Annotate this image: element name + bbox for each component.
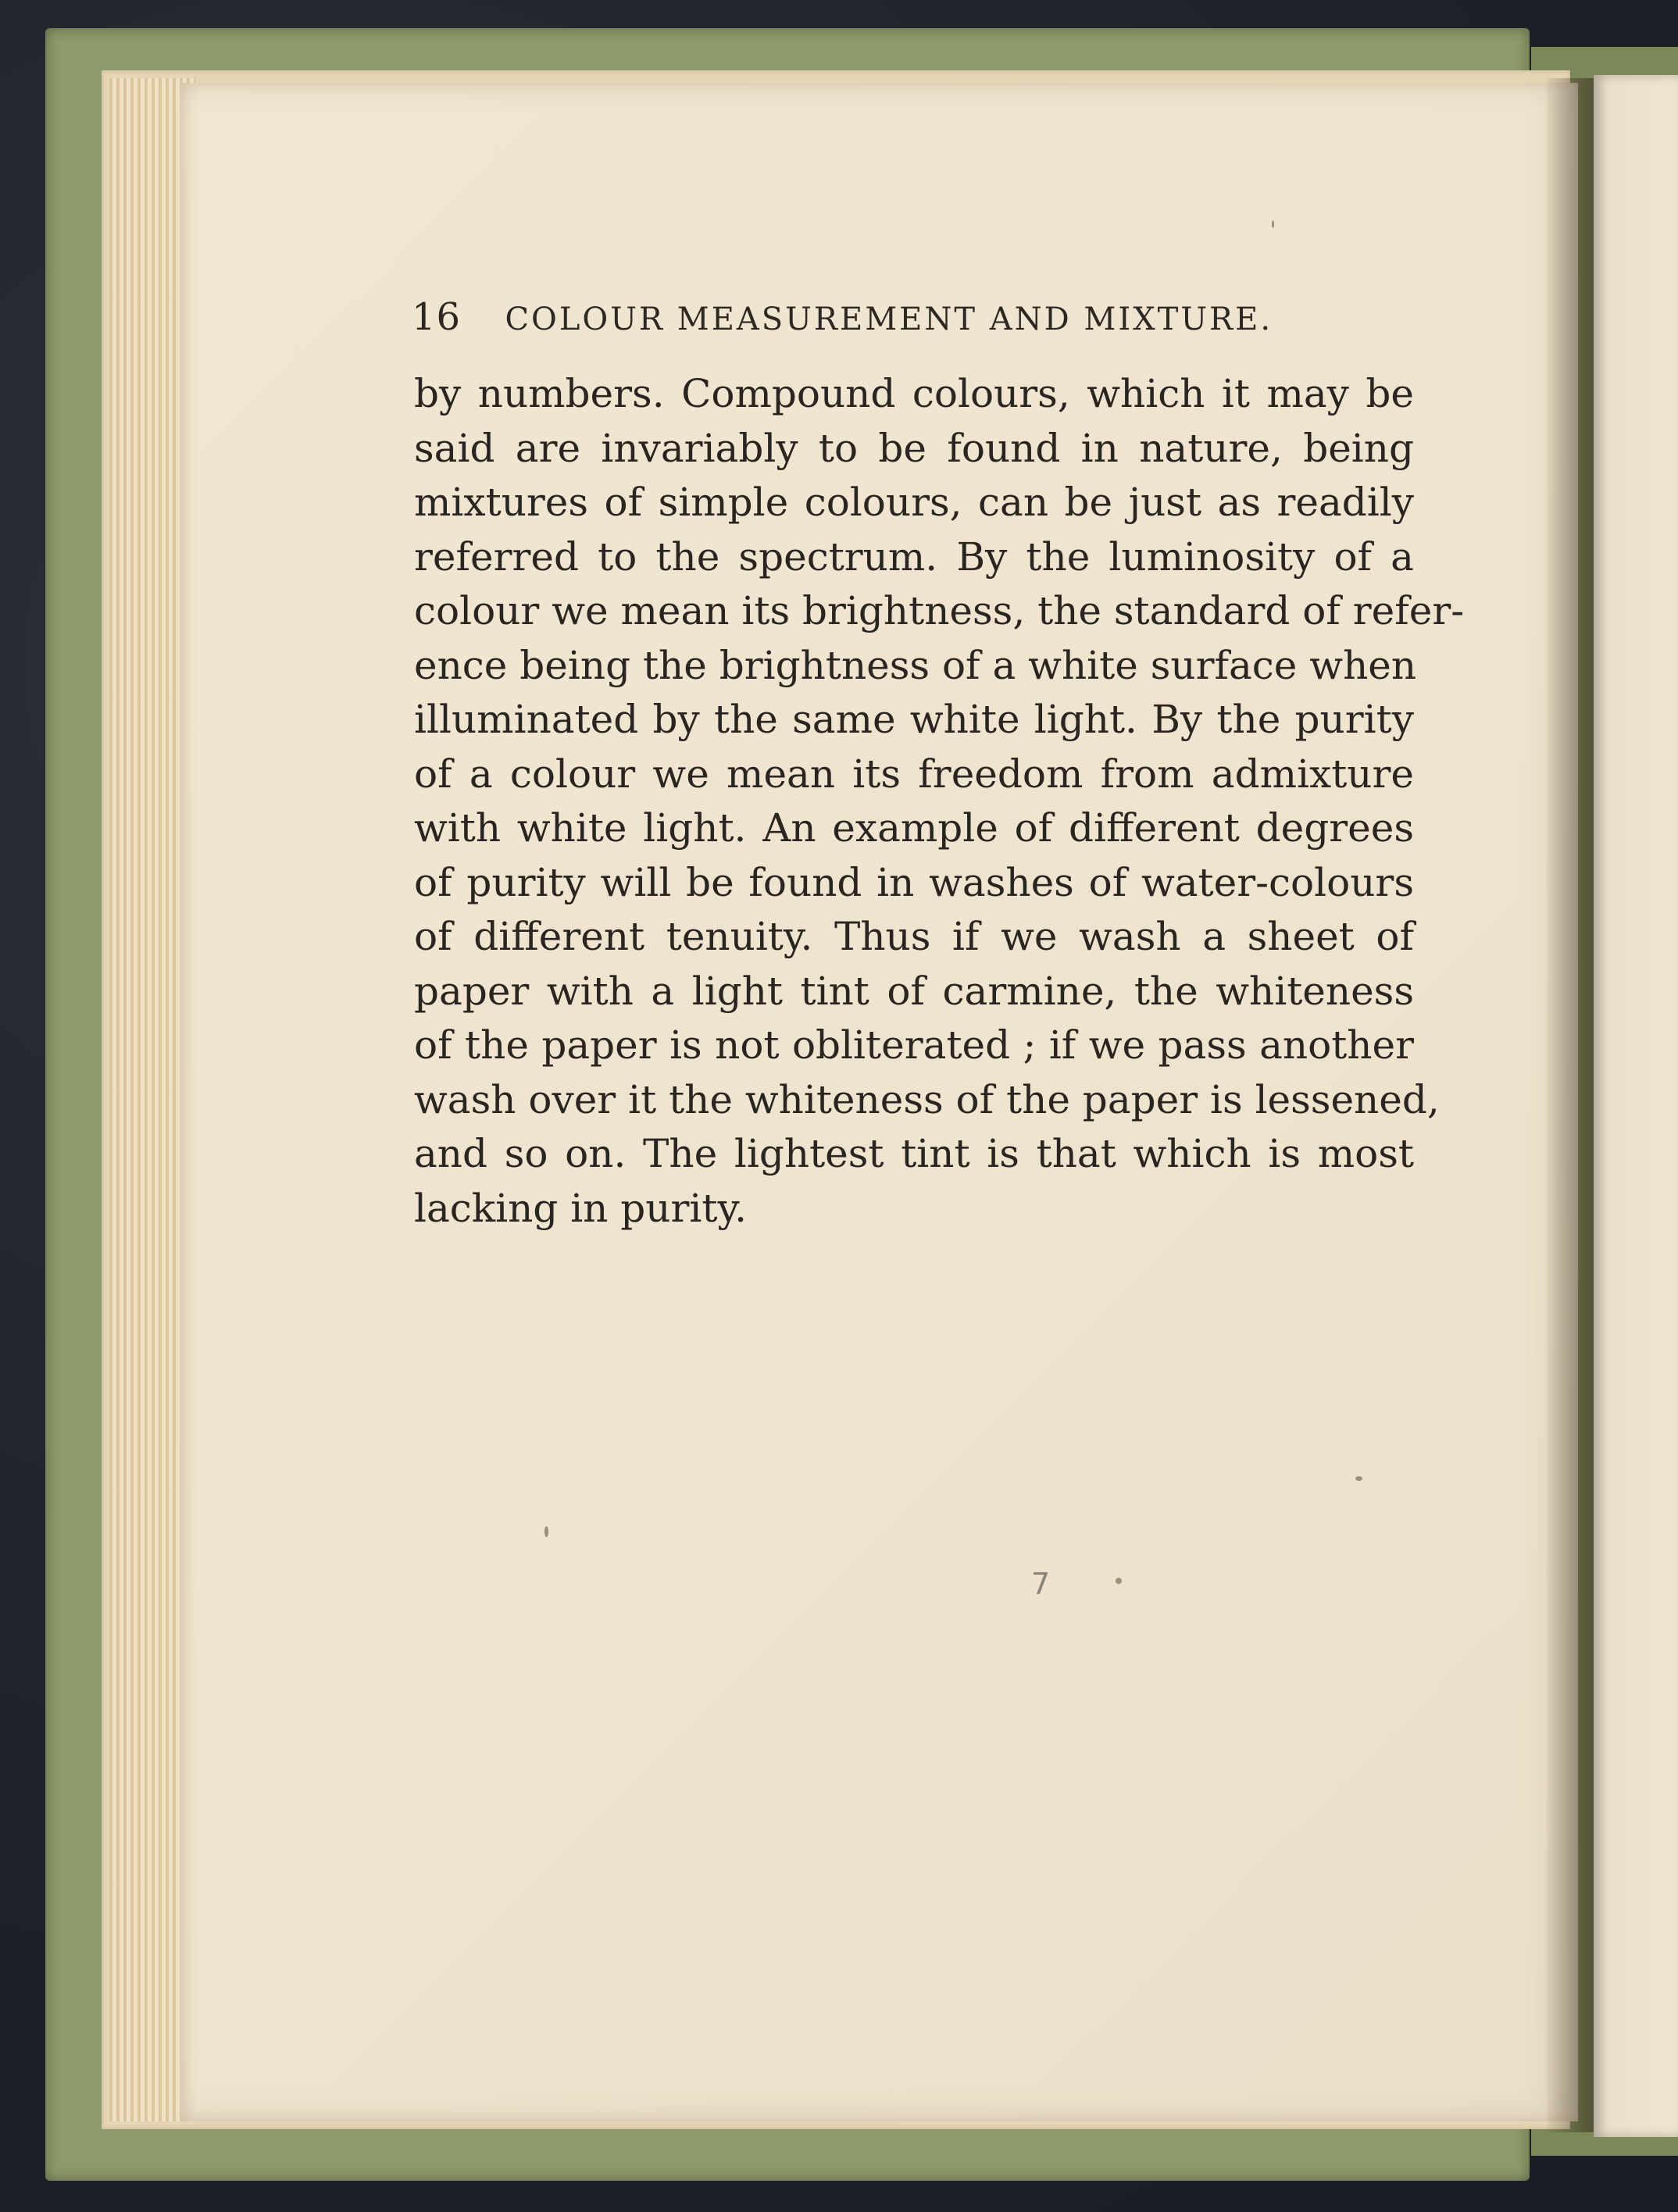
text-line: of purity will be found in washes of water-colours — [414, 859, 1414, 905]
text-line: and so on. The lightest tint is that which is most — [414, 1131, 1414, 1176]
paper-speck — [1355, 1476, 1362, 1481]
text-line: ence being the brightness of a white surface when — [414, 642, 1417, 688]
gutter-shadow — [1547, 78, 1594, 2132]
text-line: wash over it the whiteness of the paper is lessened, — [414, 1076, 1440, 1122]
body-text — [414, 367, 1465, 1236]
text-line: by numbers. Compound colours, which it may be — [414, 371, 1414, 416]
paper-speck — [1272, 220, 1274, 228]
pencil-mark: 7 — [1031, 1567, 1051, 1601]
page-number: 16 — [412, 295, 462, 339]
text-line: of different tenuity. Thus if we wash a sheet of — [414, 914, 1414, 959]
running-head — [412, 295, 1333, 350]
running-title: COLOUR MEASUREMENT AND MIXTURE. — [505, 301, 1273, 337]
paper-speck — [1116, 1578, 1122, 1584]
text-line: said are invariably to be found in nature, being — [414, 425, 1414, 471]
facing-page-edge — [1594, 75, 1678, 2137]
text-line: with white light. An example of different degrees — [414, 805, 1414, 851]
text-line: lacking in purity. — [414, 1185, 747, 1231]
text-line: mixtures of simple colours, can be just as readily — [414, 480, 1414, 525]
text-line: paper with a light tint of carmine, the whiteness — [414, 968, 1414, 1014]
text-line: of the paper is not obliterated ; if we pass another — [414, 1022, 1414, 1068]
paper-speck — [544, 1526, 548, 1537]
text-line: colour we mean its brightness, the standard of refer- — [414, 588, 1465, 633]
text-line: of a colour we mean its freedom from admixture — [414, 751, 1414, 797]
text-line: illuminated by the same white light. By the purity — [414, 697, 1414, 742]
text-line: referred to the spectrum. By the luminosity of a — [414, 533, 1414, 580]
